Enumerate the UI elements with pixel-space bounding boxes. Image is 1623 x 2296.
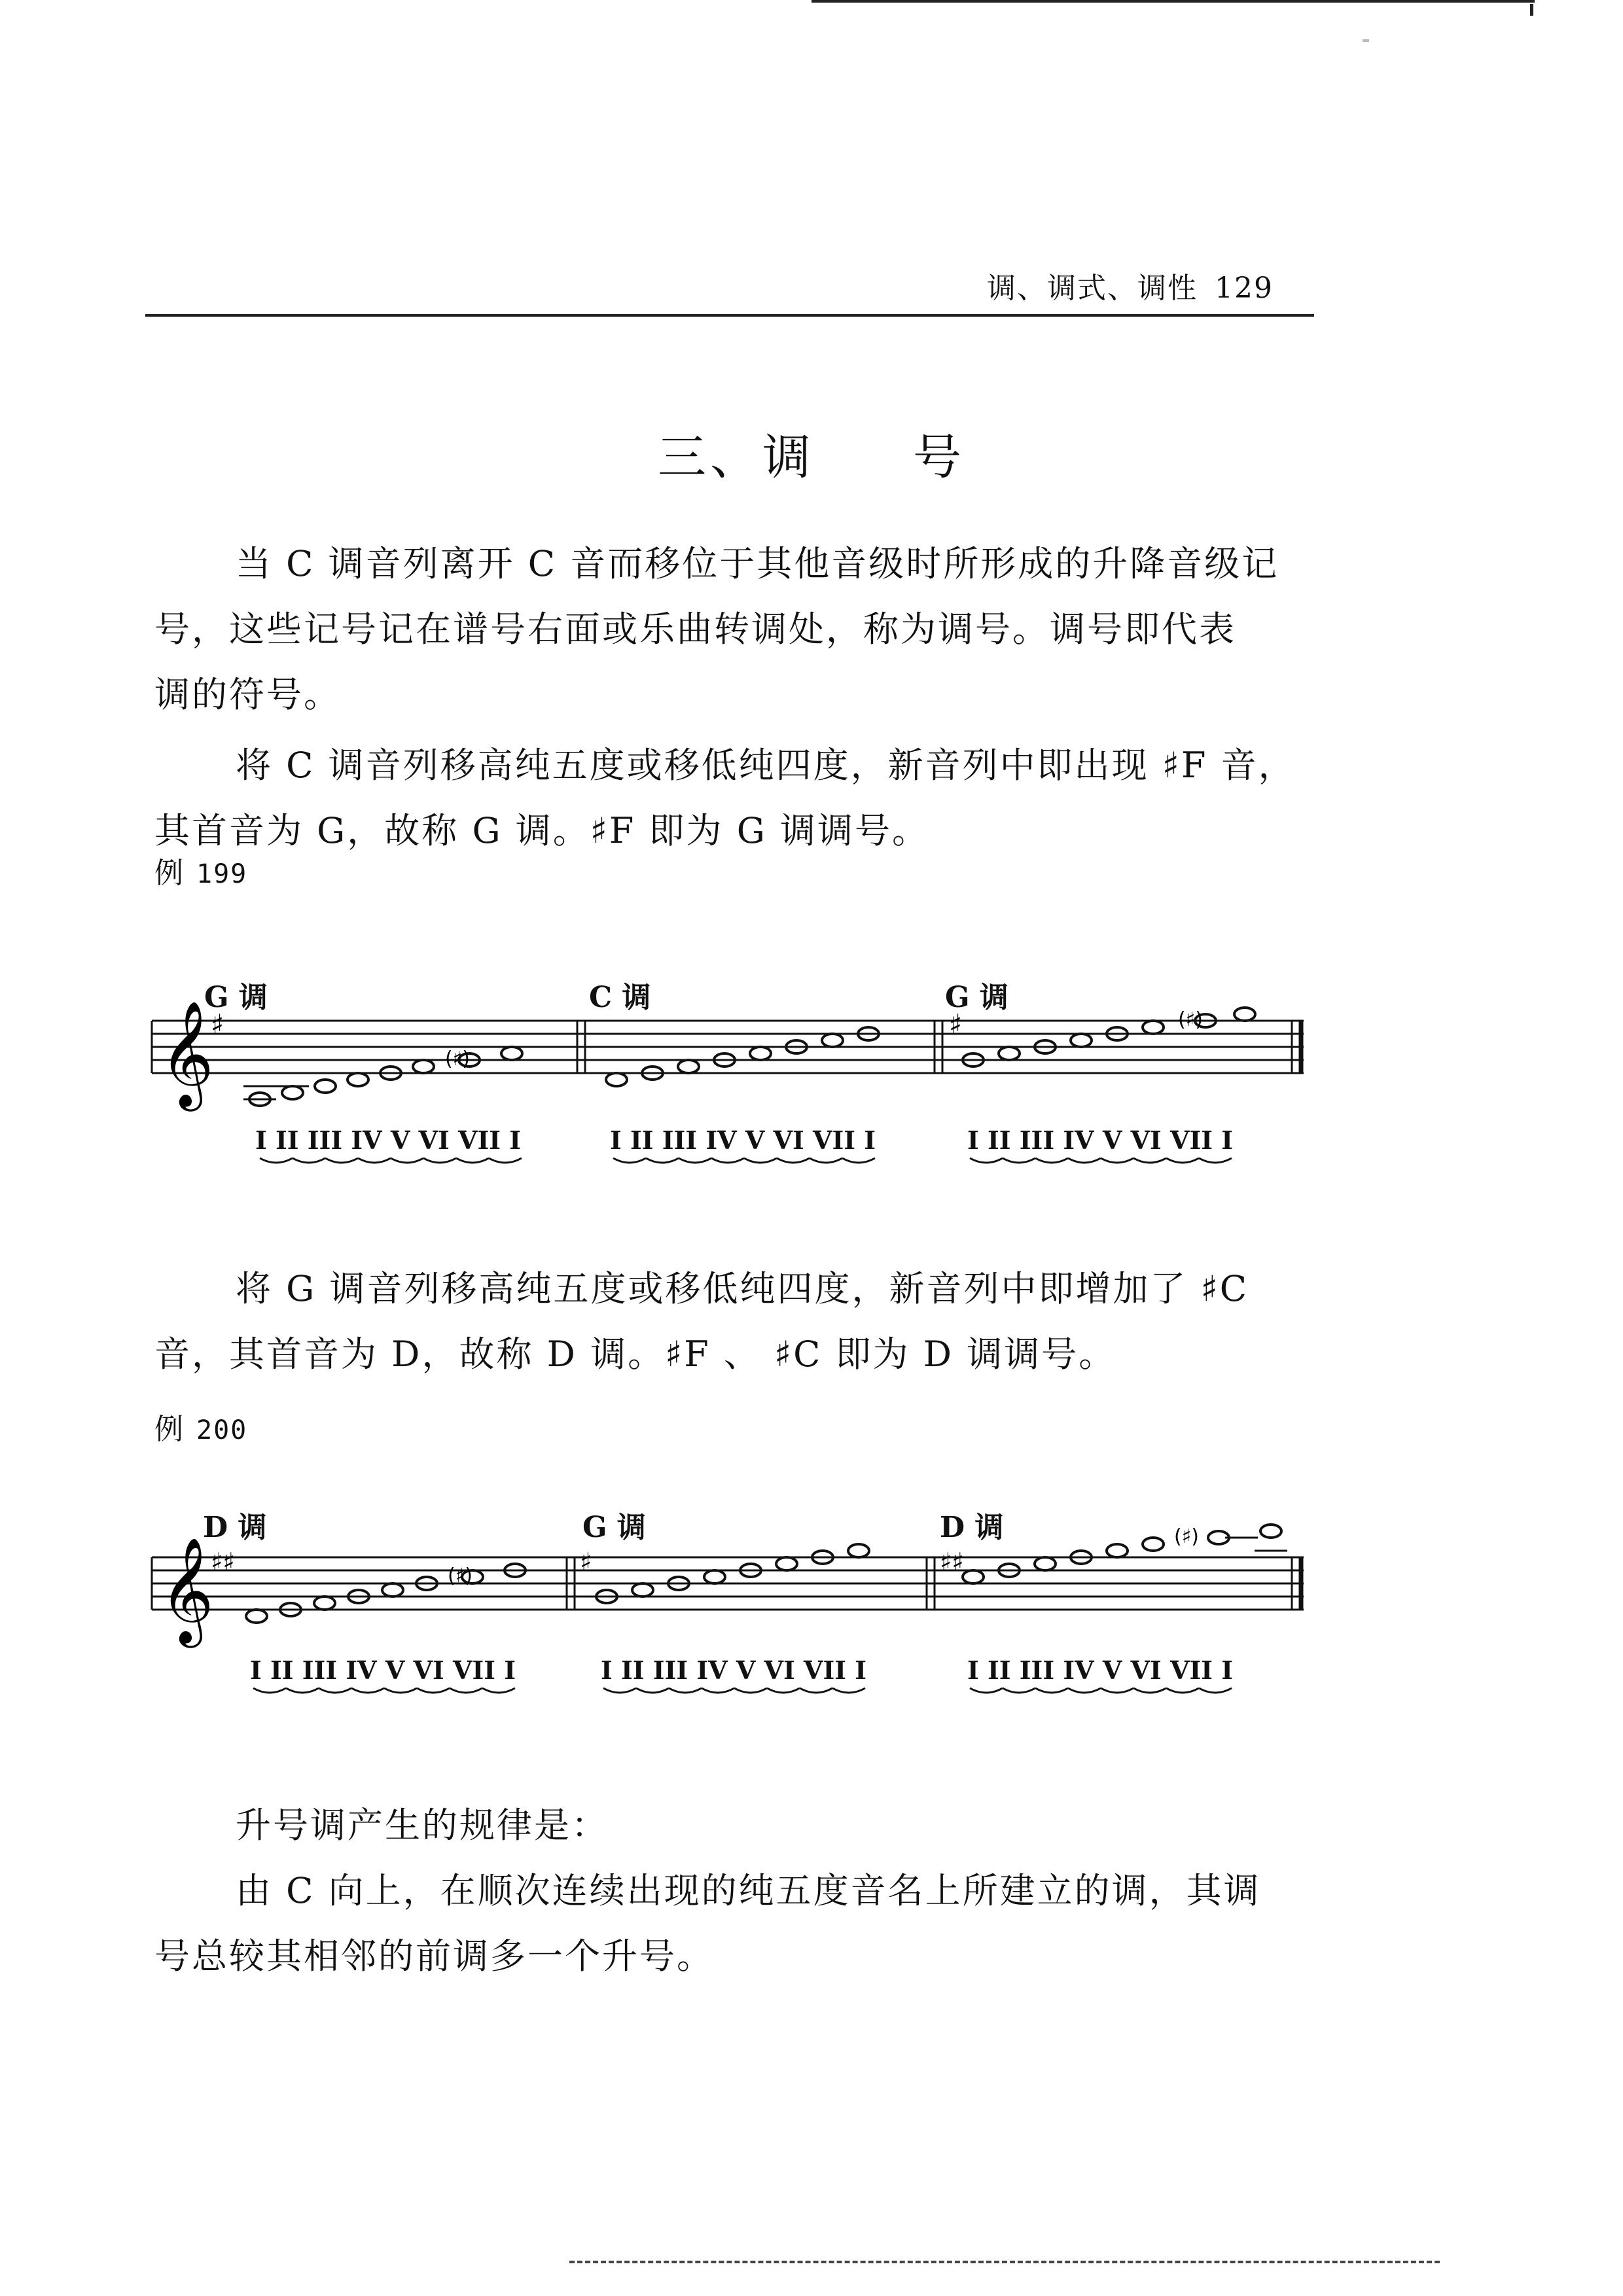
paragraph-1-line-2: 号，这些记号记在谱号右面或乐曲转调处，称为调号。调号即代表 xyxy=(154,609,1236,650)
example-200-word: 例 xyxy=(154,1413,185,1446)
top-edge-rule xyxy=(812,0,1535,3)
paragraph-4-line-3: 号总较其相邻的前调多一个升号。 xyxy=(154,1935,714,1977)
key-sharps-icon: ♯♯ xyxy=(940,1547,964,1576)
example-199-word: 例 xyxy=(154,857,185,890)
example-200-degrees-1: I II III IV V VI VII I xyxy=(250,1655,516,1685)
example-199-number: 199 xyxy=(196,859,248,889)
staff-lines xyxy=(152,1557,1304,1610)
key-sharps-icon: ♯♯ xyxy=(211,1547,235,1576)
treble-clef-icon: 𝄞 xyxy=(160,1000,214,1107)
example-199-key-1: G 调 xyxy=(204,981,268,1014)
paragraph-1 xyxy=(154,531,1306,728)
example-200-degrees-2: I II III IV V VI VII I xyxy=(601,1655,867,1685)
notes-g-major-high xyxy=(963,1008,1255,1067)
paragraph-2-line-2: 其首音为 G，故称 G 调。♯F 即为 G 调调号。 xyxy=(154,810,929,851)
notes-g-major xyxy=(596,1544,869,1603)
paragraph-3-line-2: 音，其首音为 D，故称 D 调。♯F 、 ♯C 即为 D 调调号。 xyxy=(154,1333,1116,1375)
running-head xyxy=(987,264,1274,306)
scan-mark xyxy=(1363,39,1369,42)
tie-curves xyxy=(253,1688,1232,1693)
tie-curves xyxy=(260,1158,1232,1163)
running-head-title: 调、调式、调性 xyxy=(987,272,1198,305)
example-200-score xyxy=(145,1505,1323,1727)
key-sharp-f-icon: ♯ xyxy=(949,1008,963,1040)
example-199-degrees-2: I II III IV V VI VII I xyxy=(610,1125,876,1155)
paragraph-3-line-1: 将 G 调音列移高纯五度或移低纯四度，新音列中即增加了 ♯C xyxy=(236,1268,1249,1309)
example-199-degrees-3: I II III IV V VI VII I xyxy=(967,1125,1234,1155)
page-number: 129 xyxy=(1215,272,1274,305)
notes-d-major-high xyxy=(963,1525,1287,1583)
example-199-key-3: G 调 xyxy=(945,981,1008,1014)
example-199-score xyxy=(145,975,1323,1197)
accidental-sharp-icon: (♯) xyxy=(445,1048,470,1070)
paragraph-4 xyxy=(154,1793,1306,1989)
key-sharp-f-icon: ♯ xyxy=(580,1547,592,1576)
bottom-scan-rule xyxy=(569,2261,1440,2263)
paragraph-3 xyxy=(154,1256,1306,1387)
example-200-key-1: D 调 xyxy=(203,1511,267,1544)
example-200-key-3: D 调 xyxy=(940,1511,1004,1544)
section-title-part2: 号 xyxy=(913,429,965,486)
top-edge-tick xyxy=(1530,4,1533,16)
paragraph-2 xyxy=(154,733,1306,864)
paragraph-4-line-2: 由 C 向上，在顺次连续出现的纯五度音名上所建立的调，其调 xyxy=(236,1870,1261,1911)
paragraph-4-line-1: 升号调产生的规律是： xyxy=(236,1805,609,1846)
example-199-staff xyxy=(145,975,1323,1197)
paragraph-1-line-1: 当 C 调音列离开 C 音而移位于其他音级时所形成的升降音级记 xyxy=(236,543,1279,584)
treble-clef-icon: 𝄞 xyxy=(160,1537,214,1644)
accidental-sharp-icon: (♯) xyxy=(1178,1008,1203,1031)
example-199-key-2: C 调 xyxy=(589,981,651,1014)
section-title xyxy=(0,419,1623,488)
example-199-label xyxy=(154,849,247,891)
notes-g-major-low xyxy=(243,1047,522,1106)
example-200-degrees-3: I II III IV V VI VII I xyxy=(967,1655,1234,1685)
example-200-key-2: G 调 xyxy=(582,1511,646,1544)
example-199-degrees-1: I II III IV V VI VII I xyxy=(255,1125,522,1155)
section-title-part1: 三、调 xyxy=(658,429,815,486)
example-200-number: 200 xyxy=(196,1415,248,1445)
key-sharp-f-icon: ♯ xyxy=(211,1008,224,1040)
notes-d-major-low xyxy=(246,1564,526,1623)
paragraph-2-line-1: 将 C 调音列移高纯五度或移低纯四度，新音列中即出现 ♯F 音， xyxy=(236,745,1296,786)
example-200-label xyxy=(154,1405,247,1447)
accidental-sharp-icon: (♯) xyxy=(448,1564,473,1587)
example-200-staff xyxy=(145,1505,1323,1727)
accidental-sharp-icon: (♯) xyxy=(1174,1525,1199,1548)
paragraph-1-line-3: 调的符号。 xyxy=(154,674,341,715)
header-rule xyxy=(145,314,1314,317)
notes-c-major xyxy=(606,1027,879,1086)
